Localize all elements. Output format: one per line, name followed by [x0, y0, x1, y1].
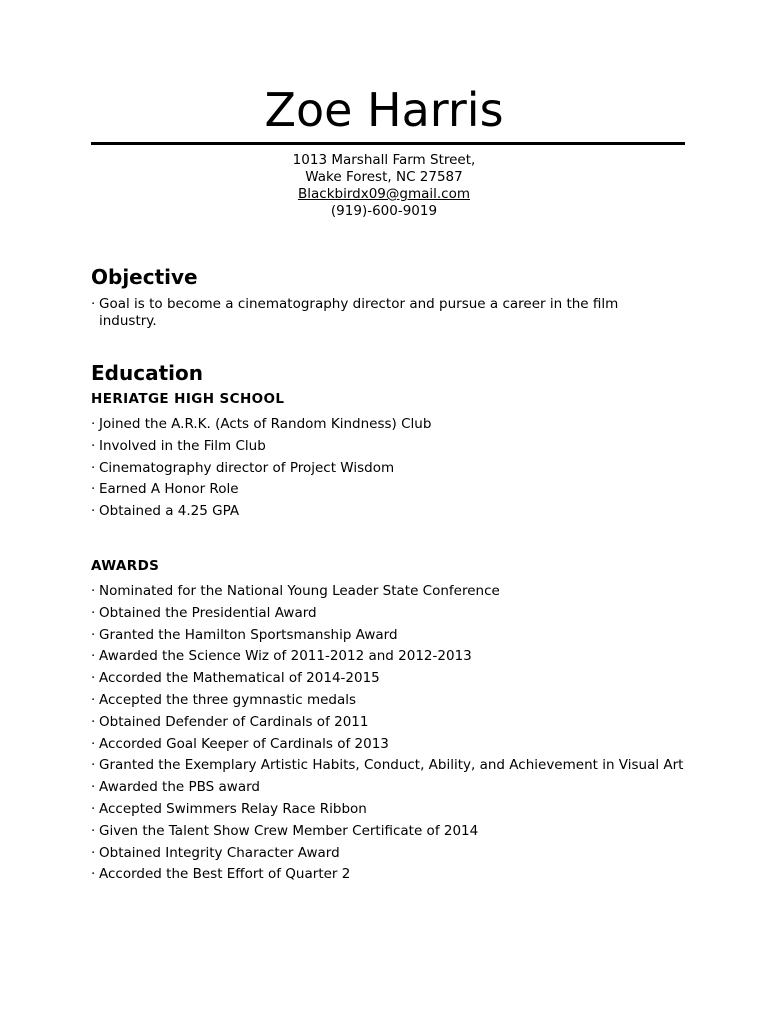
list-item: · Granted the Exemplary Artistic Habits, Conduct, Ability, and Achievement in Visual Art	[91, 757, 684, 774]
list-item: · Earned A Honor Role	[91, 481, 691, 498]
school-activities-list	[91, 416, 691, 525]
list-item: · Joined the A.R.K. (Acts of Random Kindness) Club	[91, 416, 691, 433]
list-item: · Obtained the Presidential Award	[91, 605, 691, 622]
contact-block	[0, 152, 768, 220]
awards-heading: AWARDS	[91, 558, 160, 574]
awards-list	[91, 583, 691, 888]
education-heading: Education	[91, 361, 203, 385]
list-item: · Accepted Swimmers Relay Race Ribbon	[91, 801, 691, 818]
list-item: · Given the Talent Show Crew Member Certificate of 2014	[91, 823, 691, 840]
address-line-1: 1013 Marshall Farm Street,	[292, 152, 476, 168]
list-item: · Nominated for the National Young Leader State Conference	[91, 583, 691, 600]
address-line-2: Wake Forest, NC 27587	[305, 169, 463, 185]
objective-item: · Goal is to become a cinematography director and pursue a career in the film industry.	[91, 296, 644, 330]
list-item: · Awarded the Science Wiz of 2011-2012 and 2012-2013	[91, 648, 691, 665]
list-item: · Cinematography director of Project Wisdom	[91, 460, 691, 477]
list-item: · Accorded the Best Effort of Quarter 2	[91, 866, 691, 883]
list-item: · Granted the Hamilton Sportsmanship Award	[91, 627, 691, 644]
list-item: · Obtained Integrity Character Award	[91, 845, 691, 862]
list-item: · Involved in the Film Club	[91, 438, 691, 455]
list-item: · Accorded Goal Keeper of Cardinals of 2013	[91, 736, 691, 753]
school-heading: HERIATGE HIGH SCHOOL	[91, 391, 285, 407]
email-link[interactable]: Blackbirdx09@gmail.com	[297, 186, 470, 202]
list-item: · Awarded the PBS award	[91, 779, 691, 796]
candidate-name: Zoe Harris	[264, 83, 504, 137]
list-item: · Obtained a 4.25 GPA	[91, 503, 691, 520]
list-item: · Accepted the three gymnastic medals	[91, 692, 691, 709]
phone-number: (919)-600-9019	[330, 203, 438, 219]
list-item: · Accorded the Mathematical of 2014-2015	[91, 670, 691, 687]
list-item: · Obtained Defender of Cardinals of 2011	[91, 714, 691, 731]
objective-list	[91, 296, 691, 335]
header-divider	[91, 142, 685, 145]
objective-heading: Objective	[91, 265, 198, 289]
